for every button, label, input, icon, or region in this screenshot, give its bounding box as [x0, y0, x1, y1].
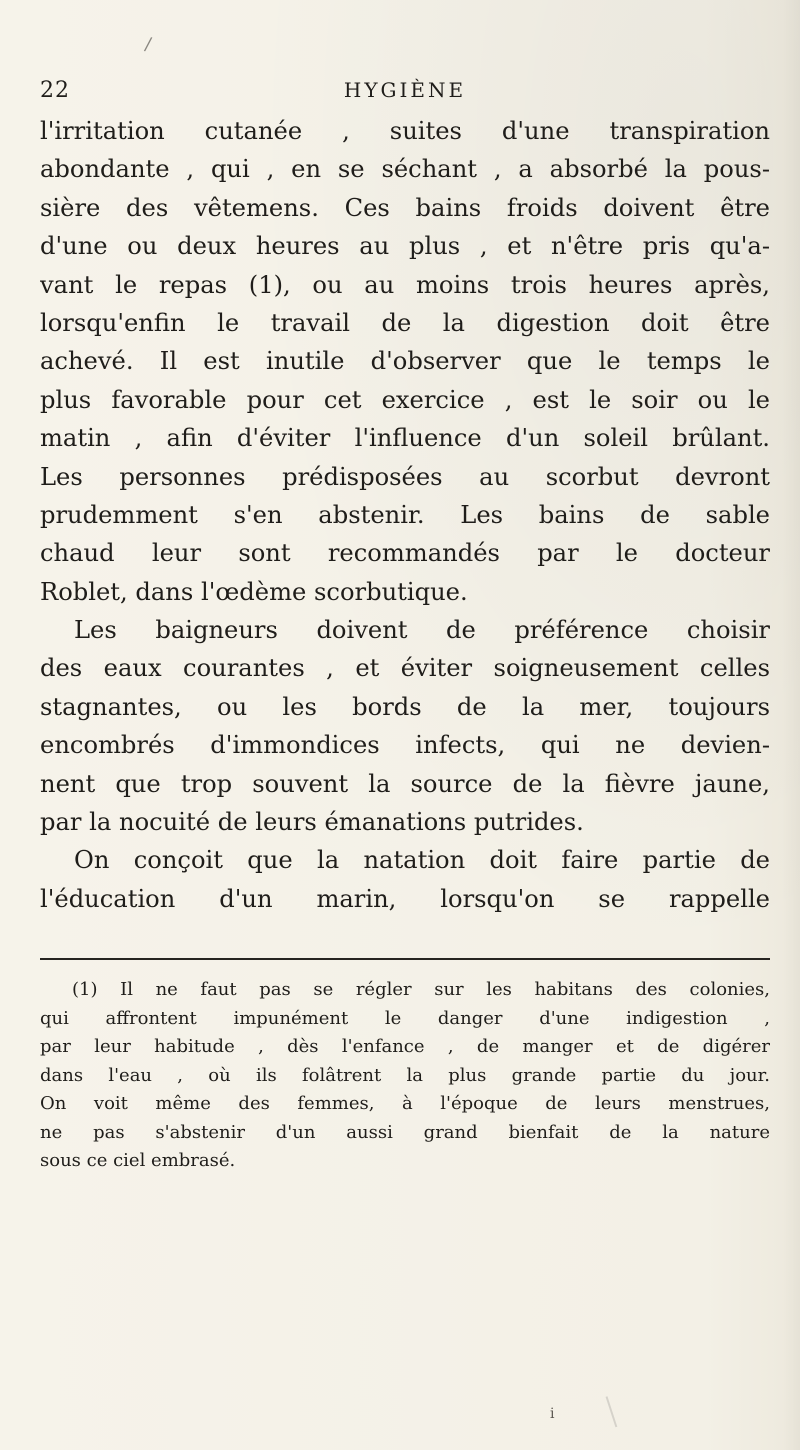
- footnote-line: sous ce ciel embrasé.: [40, 1150, 236, 1171]
- body-line: Roblet, dans l'œdème scorbutique.: [40, 577, 468, 606]
- body-line: plus favorable pour cet exercice , est le soir ou le: [40, 385, 770, 414]
- body-line: lorsqu'enfin le travail de la digestion doit être: [40, 308, 770, 337]
- body-line: des eaux courantes , et éviter soigneusement celles: [40, 654, 770, 683]
- footnote-divider: [40, 958, 770, 960]
- footnote-line: qui affrontent impunément le danger d'une indigestion ,: [40, 1007, 770, 1029]
- footnotes: [40, 976, 770, 1176]
- body-line: stagnantes, ou les bords de la mer, toujours: [40, 692, 770, 721]
- footnote-line: par leur habitude , dès l'enfance , de manger et de digérer: [40, 1036, 770, 1057]
- footnote-line: ne pas s'abstenir d'un aussi grand bienfait de la nature: [40, 1121, 770, 1143]
- body-line: l'irritation cutanée , suites d'une transpiration: [40, 117, 770, 145]
- body-line: par la nocuité de leurs émanations putrides.: [40, 808, 584, 837]
- body-line: On conçoit que la natation doit faire partie de: [74, 846, 770, 875]
- body-line: prudemment s'en abstenir. Les bains de sable: [40, 500, 770, 529]
- body-line: vant le repas (1), ou au moins trois heures après,: [40, 270, 770, 299]
- body-line: abondante , qui , en se séchant , a absorbé la pous-: [40, 155, 770, 184]
- body-line: l'éducation d'un marin, lorsqu'on se rappelle: [40, 884, 770, 913]
- page-edge-shadow: [782, 0, 800, 1450]
- body-line: encombrés d'immondices infects, qui ne devien-: [40, 731, 770, 760]
- signature-mark: i: [550, 1406, 555, 1422]
- body-line: matin , afin d'éviter l'influence d'un soleil brûlant.: [40, 424, 770, 453]
- footnote-line: dans l'eau , où ils folâtrent la plus grande partie du jour.: [40, 1064, 770, 1086]
- body-line: Les personnes prédisposées au scorbut devront: [40, 462, 770, 491]
- paper-crease: [606, 1391, 635, 1428]
- footnote-line: (1) Il ne faut pas se régler sur les habitans des colonies,: [72, 979, 770, 1000]
- top-pencil-mark: /: [143, 33, 153, 56]
- body-line: d'une ou deux heures au plus , et n'être pris qu'a-: [40, 232, 770, 261]
- page-number: 22: [40, 78, 70, 103]
- running-title: HYGIÈNE: [343, 78, 467, 102]
- body-text: [40, 112, 770, 918]
- body-line: Les baigneurs doivent de préférence choisir: [74, 616, 770, 645]
- body-line: sière des vêtemens. Ces bains froids doivent être: [40, 193, 770, 222]
- body-line: nent que trop souvent la source de la fièvre jaune,: [40, 769, 770, 798]
- body-line: chaud leur sont recommandés par le docteur: [40, 539, 770, 568]
- page-header: [40, 78, 770, 106]
- body-line: achevé. Il est inutile d'observer que le temps le: [40, 347, 770, 376]
- footnote-line: On voit même des femmes, à l'époque de leurs menstrues,: [40, 1093, 770, 1114]
